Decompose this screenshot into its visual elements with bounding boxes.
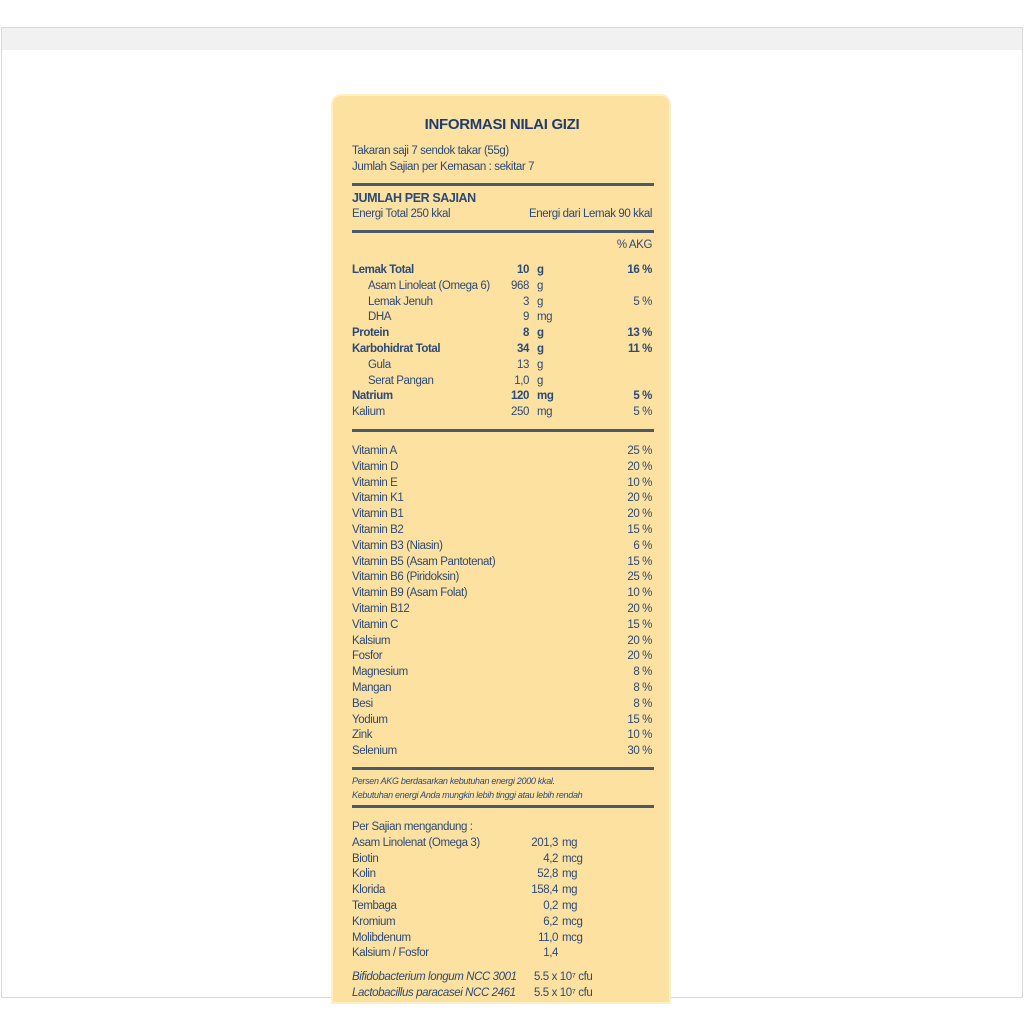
- nutrient-amount: 1,0: [514, 374, 529, 387]
- vitamin-akg: 20 %: [627, 508, 652, 521]
- per-serving-row: [352, 883, 652, 899]
- vitamin-row: [352, 665, 652, 681]
- nutrient-amount: 9: [523, 311, 529, 324]
- nutrient-akg: [559, 279, 652, 295]
- probiotic-amount: 5.5 x 10⁷ cfu: [534, 971, 593, 984]
- vitamin-akg: 10 %: [627, 476, 652, 489]
- nutrient-unit: g: [537, 295, 543, 308]
- vitamin-akg: 15 %: [627, 523, 652, 536]
- item-unit: mcg: [562, 931, 583, 944]
- nutrient-unit: mg: [537, 390, 554, 403]
- divider: [352, 805, 654, 808]
- nutrient-unit: g: [537, 264, 544, 276]
- divider: [352, 183, 654, 186]
- vitamin-akg: 6 %: [633, 539, 652, 552]
- item-name: Kalsium / Fosfor: [352, 947, 429, 960]
- nutrient-akg: [559, 374, 652, 390]
- item-amount: 158,4: [531, 884, 558, 897]
- vitamin-name: Zink: [352, 729, 373, 742]
- item-name: Molibdenum: [352, 931, 411, 944]
- probiotic-row: [352, 970, 652, 986]
- nutrient-name: Natrium: [352, 390, 393, 403]
- vitamin-akg: 15 %: [627, 555, 652, 568]
- nutrient-akg: 11 %: [628, 342, 652, 355]
- amount-per-serving: [352, 191, 652, 223]
- vitamin-row: [352, 649, 652, 665]
- vitamin-akg: 15 %: [627, 618, 652, 631]
- vitamin-name: Vitamin C: [352, 618, 399, 631]
- nutrient-name: Gula: [368, 358, 391, 371]
- nutrient-akg: [559, 358, 652, 374]
- item-unit: [558, 946, 562, 962]
- item-amount: 52,8: [537, 868, 558, 881]
- nutrient-name: Protein: [352, 327, 389, 340]
- vitamin-row: [352, 634, 652, 650]
- vitamin-akg: 20 %: [627, 460, 652, 473]
- energy-from-fat: Energi dari Lemak 90 kkal: [529, 207, 652, 220]
- nutrient-akg: [559, 310, 652, 326]
- item-unit: mg: [562, 899, 578, 912]
- nutrient-amount: 10: [517, 264, 529, 276]
- vitamin-name: Vitamin D: [352, 460, 399, 473]
- nutrient-row: [352, 358, 652, 374]
- nutrient-row: [352, 405, 652, 421]
- nutrient-amount: 8: [523, 327, 529, 340]
- nutrient-name: DHA: [368, 311, 392, 324]
- per-serving-row: [352, 946, 652, 962]
- nutrient-unit: mg: [537, 406, 553, 419]
- vitamin-row: [352, 476, 652, 492]
- vitamin-name: Vitamin B12: [352, 602, 410, 615]
- divider: [352, 230, 654, 233]
- vitamin-akg: 10 %: [627, 587, 652, 600]
- vitamin-akg: 25 %: [627, 445, 652, 457]
- vitamin-name: Besi: [352, 697, 373, 710]
- vitamin-row: [352, 602, 652, 618]
- vitamin-name: Magnesium: [352, 666, 408, 679]
- per-serving-row: [352, 915, 652, 931]
- nutrient-row: [352, 389, 652, 405]
- nutrient-row: [352, 279, 652, 295]
- vitamin-name: Vitamin B5 (Asam Pantotenat): [352, 555, 496, 568]
- vitamin-row: [352, 697, 652, 713]
- divider: [352, 429, 654, 432]
- vitamin-akg: 8 %: [633, 681, 652, 694]
- nutrient-row: [352, 295, 652, 311]
- nutrient-akg: 5 %: [633, 295, 652, 308]
- nutrient-unit: mg: [537, 311, 553, 324]
- top-bar: [2, 28, 1022, 50]
- note: Persen AKG berdasarkan kebutuhan energi 2000 kkal.: [352, 776, 555, 786]
- vitamin-akg: 20 %: [627, 602, 652, 615]
- vitamin-name: Kalsium: [352, 634, 391, 647]
- probiotic-name: Bifidobacterium longum NCC 3001: [352, 971, 517, 984]
- item-amount: 0,2: [543, 899, 558, 912]
- nutrient-unit: g: [537, 342, 544, 355]
- probiotic-row: [352, 986, 652, 1002]
- vitamin-akg: 20 %: [627, 492, 652, 505]
- nutrient-name: Lemak Total: [352, 264, 414, 276]
- vitamin-row: [352, 444, 652, 460]
- nutrient-akg: 5 %: [633, 390, 652, 403]
- item-amount: 201,3: [531, 836, 558, 849]
- nutrient-row: [352, 342, 652, 358]
- vitamin-row: [352, 491, 652, 507]
- vitamin-akg: 20 %: [627, 650, 652, 663]
- item-name: Tembaga: [352, 899, 397, 912]
- serving-info: [352, 144, 652, 176]
- item-amount: 6,2: [543, 915, 558, 928]
- nutrient-akg: 13 %: [627, 327, 652, 340]
- item-name: Kolin: [352, 868, 376, 881]
- panel-title: INFORMASI NILAI GIZI: [424, 116, 580, 133]
- servings-per-pack: Jumlah Sajian per Kemasan : sekitar 7: [352, 160, 535, 173]
- nutrient-name: Karbohidrat Total: [352, 342, 441, 355]
- nutrient-name: Lemak Jenuh: [368, 295, 433, 308]
- nutrient-row: [352, 374, 652, 390]
- item-unit: mcg: [562, 915, 583, 928]
- nutrient-unit: g: [537, 279, 543, 292]
- vitamin-row: [352, 460, 652, 476]
- energy-total: Energi Total 250 kkal: [352, 207, 451, 220]
- item-amount: 1,4: [543, 947, 558, 960]
- per-serving-section: [352, 820, 652, 1002]
- probiotic-amount: 5.5 x 10⁷ cfu: [534, 986, 593, 999]
- item-unit: mcg: [562, 852, 583, 865]
- per-serving-row: [352, 867, 652, 883]
- vitamin-row: [352, 744, 652, 760]
- vitamin-name: Fosfor: [352, 650, 383, 663]
- vitamin-name: Vitamin B1: [352, 508, 404, 521]
- vitamin-row: [352, 523, 652, 539]
- item-unit: mg: [562, 884, 578, 897]
- vitamin-name: Vitamin A: [352, 445, 397, 457]
- vitamin-akg: 8 %: [633, 666, 652, 679]
- nutrient-amount: 3: [523, 295, 529, 308]
- note: Kebutuhan energi Anda mungkin lebih tinggi atau lebih rendah: [352, 790, 583, 800]
- vitamin-akg: 25 %: [627, 571, 652, 584]
- per-serving-row: [352, 931, 652, 947]
- vitamin-row: [352, 570, 652, 586]
- nutrition-facts-panel: [331, 94, 671, 1004]
- nutrient-unit: g: [537, 358, 543, 371]
- vitamin-row: [352, 555, 652, 571]
- nutrient-amount: 120: [511, 390, 529, 403]
- nutrient-akg: 5 %: [633, 406, 652, 419]
- vitamin-name: Vitamin B9 (Asam Folat): [352, 587, 468, 600]
- nutrient-row: [352, 263, 652, 279]
- vitamin-name: Vitamin E: [352, 476, 398, 489]
- nutrient-akg: 16 %: [627, 264, 652, 276]
- vitamin-row: [352, 507, 652, 523]
- vitamin-row: [352, 618, 652, 634]
- nutrient-amount: 968: [511, 279, 529, 292]
- vitamin-row: [352, 586, 652, 602]
- divider: [352, 767, 654, 770]
- per-serving-row: [352, 899, 652, 915]
- nutrient-unit: g: [537, 327, 544, 340]
- vitamin-name: Mangan: [352, 681, 392, 694]
- vitamin-akg: 8 %: [633, 697, 652, 710]
- vitamin-row: [352, 713, 652, 729]
- vitamin-akg: 10 %: [627, 729, 652, 742]
- vitamin-name: Vitamin B6 (Piridoksin): [352, 571, 459, 584]
- vitamin-name: Vitamin B3 (Niasin): [352, 539, 443, 552]
- nutrient-name: Serat Pangan: [368, 374, 434, 387]
- item-name: Kromium: [352, 915, 396, 928]
- item-name: Klorida: [352, 884, 385, 897]
- nutrient-row: [352, 326, 652, 342]
- per-serving-row: [352, 836, 652, 852]
- amount-heading: JUMLAH PER SAJIAN: [352, 191, 476, 205]
- item-name: Asam Linolenat (Omega 3): [352, 836, 480, 849]
- vitamin-table: [352, 444, 652, 760]
- item-unit: mg: [562, 868, 578, 881]
- vitamin-row: [352, 728, 652, 744]
- nutrient-amount: 34: [517, 342, 529, 355]
- vitamin-akg: 15 %: [627, 713, 652, 726]
- akg-notes: [352, 774, 652, 802]
- per-serving-row: [352, 852, 652, 868]
- vitamin-akg: 30 %: [627, 745, 652, 758]
- vitamin-name: Selenium: [352, 745, 397, 758]
- nutrient-name: Kalium: [352, 406, 385, 419]
- serving-size: Takaran saji 7 sendok takar (55g): [352, 145, 509, 157]
- image-viewer: [1, 27, 1023, 998]
- nutrient-unit: g: [537, 374, 543, 387]
- nutrient-amount: 250: [511, 406, 529, 419]
- vitamin-name: Vitamin B2: [352, 523, 404, 536]
- vitamin-name: Vitamin K1: [352, 492, 404, 505]
- nutrient-amount: 13: [517, 358, 529, 371]
- item-amount: 11,0: [538, 931, 558, 944]
- vitamin-akg: 20 %: [627, 634, 652, 647]
- nutrient-name: Asam Linoleat (Omega 6): [368, 279, 490, 292]
- vitamin-name: Yodium: [352, 713, 388, 726]
- nutrient-row: [352, 310, 652, 326]
- probiotic-name: Lactobacillus paracasei NCC 2461: [352, 986, 516, 999]
- akg-header: % AKG: [616, 239, 652, 251]
- item-amount: 4,2: [543, 852, 558, 865]
- vitamin-row: [352, 681, 652, 697]
- item-name: Biotin: [352, 852, 379, 865]
- per-serving-heading: Per Sajian mengandung :: [352, 821, 473, 833]
- vitamin-row: [352, 539, 652, 555]
- item-unit: mg: [562, 836, 578, 849]
- nutrient-table: [352, 263, 652, 421]
